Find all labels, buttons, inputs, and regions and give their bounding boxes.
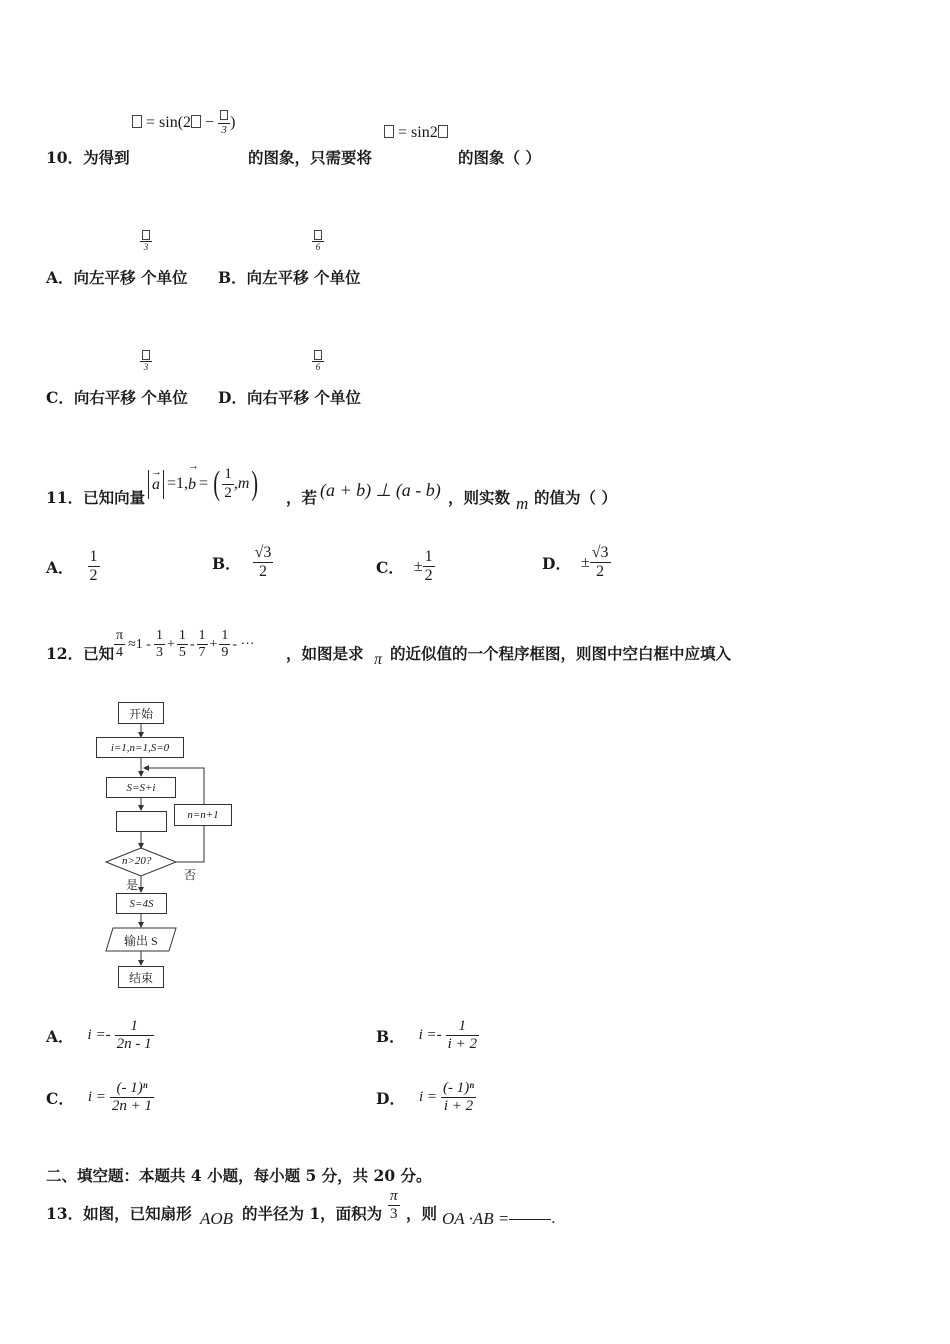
answer-blank[interactable]	[509, 1219, 551, 1220]
q12-option-c-fraction: $\frac{\text{(- 1)ⁿ}}{2n + 1}$	[111, 1080, 153, 1115]
q11-option-a-fraction: $\frac{1}{2}$	[89, 548, 98, 585]
q11-stem-b: ，若	[286, 488, 318, 507]
q12-option-b[interactable]: B． i =- $\frac{1}{i + 2}$	[376, 1018, 477, 1053]
flowchart-yes-label: 是	[126, 878, 139, 892]
flowchart-end: 结束	[118, 966, 164, 988]
q12-pi: π	[374, 651, 383, 668]
q12-stem: 12．已知	[46, 644, 115, 663]
section-heading: 二、填空题：本题共 4 小题，每小题 5 分，共 20 分。	[46, 1166, 432, 1185]
q12-stem-c: 的近似值的一个程序框图，则图中空白框中应填入	[390, 644, 732, 663]
q11-stem: 11．已知向量	[46, 488, 146, 507]
q11-option-d[interactable]: D． ± $\frac{√3}{2}$	[542, 544, 609, 581]
q10-phase-fraction: 3	[218, 110, 230, 136]
q10-stem-b: 的图象，只需要将	[248, 148, 373, 167]
q11-option-a[interactable]: A． $\frac{1}{2}$	[46, 548, 98, 585]
q11-stem-c: ，则实数	[448, 488, 511, 507]
q10-stem-c: 的图象（ ）	[458, 148, 541, 167]
q13-stem-c: ，则	[406, 1204, 438, 1223]
q11-vector-expr: → a =1, → b = ( $\frac{1}{2}$ ,m )	[148, 458, 261, 510]
q11-option-b-fraction: $\frac{√3}{2}$	[254, 544, 272, 581]
flowchart-condition: n>20?	[122, 855, 152, 867]
question-number: 12．	[46, 644, 84, 663]
q12-option-b-fraction: $\frac{1}{i + 2}$	[447, 1018, 477, 1053]
q10-option-c-fraction: 3	[140, 350, 152, 373]
q12-stem-b: ，如图是求	[286, 644, 364, 663]
flowchart-start: 开始	[118, 702, 164, 724]
q10-option-b-fraction: 6	[312, 230, 324, 253]
flowchart-no-label: 否	[184, 868, 197, 882]
question-number: 11．	[46, 488, 84, 507]
q11-option-c[interactable]: C． ± $\frac{1}{2}$	[376, 548, 433, 585]
q10-option-c[interactable]: C．向右平移 个单位	[46, 388, 188, 407]
q13-answer-expr: OA ·AB = .	[442, 1209, 556, 1228]
q12-option-c[interactable]: C． i = $\frac{\text{(- 1)ⁿ}}{2n + 1}$	[46, 1080, 153, 1115]
q10-option-b[interactable]: B．向左平移 个单位	[218, 268, 361, 287]
q12-option-d-fraction: $\frac{\text{(- 1)ⁿ}}{i + 2}$	[443, 1080, 474, 1115]
q11-condition: (a + b) ⊥ (a - b)	[320, 480, 441, 500]
q10-stem: 10．为得到	[46, 148, 130, 167]
flowchart-output: 输出 S	[124, 934, 158, 948]
q11-half-fraction: $\frac{1}{2}$	[224, 466, 232, 501]
q10-option-d[interactable]: D．向右平移 个单位	[218, 388, 361, 407]
flowchart-update-s: S=S+i	[106, 777, 176, 798]
flowchart-blank-box	[116, 811, 167, 832]
q12-option-a-fraction: $\frac{1}{2n - 1}$	[116, 1018, 152, 1053]
q12-option-a[interactable]: A． i =- $\frac{1}{2n - 1}$	[46, 1018, 152, 1053]
flowchart-multiply: S=4S	[116, 893, 167, 914]
q13-stem-b: 的半径为 1，面积为	[242, 1204, 383, 1223]
q12-option-d[interactable]: D． i = $\frac{\text{(- 1)ⁿ}}{i + 2}$	[376, 1080, 474, 1115]
q10-option-a-fraction: 3	[140, 230, 152, 253]
question-number: 10．	[46, 148, 84, 167]
q11-option-b[interactable]: B． $\frac{√3}{2}$	[212, 544, 272, 581]
q10-formula-1: = sin(2 − 3 )	[132, 110, 235, 136]
question-number: 13．	[46, 1204, 84, 1223]
flowchart-init: i=1,n=1,S=0	[96, 737, 184, 758]
q11-stem-d: 的值为（ ）	[534, 488, 617, 507]
q10-option-d-fraction: 6	[312, 350, 324, 373]
q13-stem: 13．如图，已知扇形	[46, 1204, 192, 1223]
q11-var-m: m	[516, 494, 529, 513]
q11-option-d-fraction: $\frac{√3}{2}$	[591, 544, 609, 581]
q10-formula-2: = sin2	[384, 124, 448, 142]
q13-area-fraction: $\frac{\pi}{3}$	[390, 1188, 398, 1223]
q11-option-c-fraction: $\frac{1}{2}$	[424, 548, 433, 585]
flowchart-update-n: n=n+1	[174, 804, 232, 826]
q12-series: $\frac{\pi}{4}$ ≈1 - $\frac{1}{3}$ + $\frac{1}{5}$ - $\frac{1}{7}$ + $\frac{1}{9}$ - ···	[116, 628, 255, 661]
q13-aob: AOB	[200, 1209, 234, 1228]
q10-option-a[interactable]: A．向左平移 个单位	[46, 268, 188, 287]
